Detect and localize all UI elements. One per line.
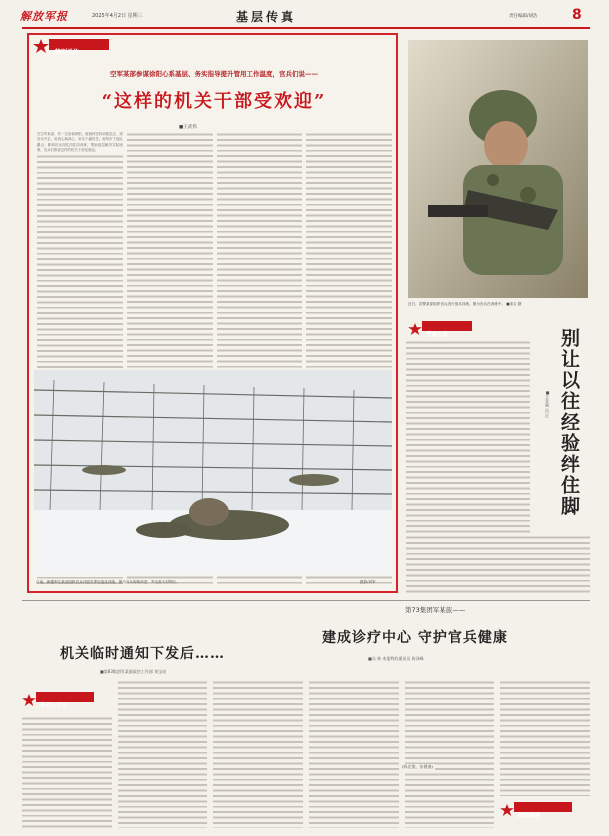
feature-byline: ■王武伟 xyxy=(179,125,197,130)
column-tag: 营连日志 xyxy=(422,321,472,331)
page-number: 8 xyxy=(572,7,582,23)
signature-note: (陈光俊、张健通) xyxy=(402,764,434,769)
story-left-title: 机关临时通知下发后…… xyxy=(60,646,225,662)
text-column xyxy=(309,680,399,828)
tag-label: 新闻前哨 xyxy=(514,802,572,812)
star-icon xyxy=(408,320,422,332)
column-title: 别让以往经验绊住脚 xyxy=(558,328,580,517)
editor-credit: 责任编辑/胡浩 xyxy=(509,14,538,19)
newspaper-logo: 解放军报 xyxy=(20,10,68,23)
photo-soldier-training xyxy=(408,40,588,298)
story-right-kicker: 第73集团军某旅—— xyxy=(405,606,466,614)
text-column xyxy=(213,680,303,828)
text-column xyxy=(405,680,495,828)
text-column xyxy=(500,680,590,796)
masthead xyxy=(0,0,609,32)
column-byline: ■王亚斌 冯 正 xyxy=(545,390,550,418)
photo-snow-training xyxy=(34,370,392,575)
text-column xyxy=(118,680,208,828)
text-column xyxy=(22,716,112,828)
story-right-byline: ■冯 林 本报特约通讯员 陈泽峰 xyxy=(368,656,424,661)
story-right-title: 建成诊疗中心 守护官兵健康 xyxy=(322,630,508,646)
feature-subtitle: 空军某部参谋徐阳心系基层、务实指导提升管用工作温度，官兵们说—— xyxy=(110,70,318,78)
star-icon xyxy=(22,691,36,710)
photo1-caption: 日前，新疆军区某部组织官兵开展冬季实战化训练，图为官兵匍匐前进、突击敌火封锁区。 xyxy=(36,580,180,584)
tag-bottom-right xyxy=(500,800,578,819)
star-icon xyxy=(33,38,49,52)
text-column: 在空军某部，有一位参谋徐阳，他始终坚持到基层去、到官兵中去，用真心换真心，用实干赢信任。他每次下连队蹲点，都和官兵同吃同住同训练，帮助基层解决实际困难，官兵们都说这样的机关干部受欢迎。 xyxy=(37,132,123,587)
story-left-byline: ■第83集团军某旅政治工作部 刘宝成 xyxy=(100,669,167,674)
section-title: 基层传真 xyxy=(236,10,297,24)
column-text xyxy=(406,340,530,540)
issue-date: 2025年4月2日 星期三 xyxy=(92,13,143,19)
masthead-rule xyxy=(22,27,590,29)
column-section xyxy=(406,320,590,530)
tag-bottom-left xyxy=(22,690,100,709)
photo2-caption: 近日，武警某部组织官兵进行战术训练。图为官兵在训练中。 ■宋吉 摄 xyxy=(408,302,522,306)
photo1-credit: 摄影/刘军 xyxy=(360,580,376,584)
feature-headline: “这样的机关干部受欢迎” xyxy=(101,91,327,112)
feature-tag: 特别关注 xyxy=(49,39,109,50)
star-icon xyxy=(500,801,514,820)
divider xyxy=(22,600,590,601)
right-text-lower xyxy=(406,535,590,595)
tag-label: 带兵人手记 xyxy=(36,692,94,702)
